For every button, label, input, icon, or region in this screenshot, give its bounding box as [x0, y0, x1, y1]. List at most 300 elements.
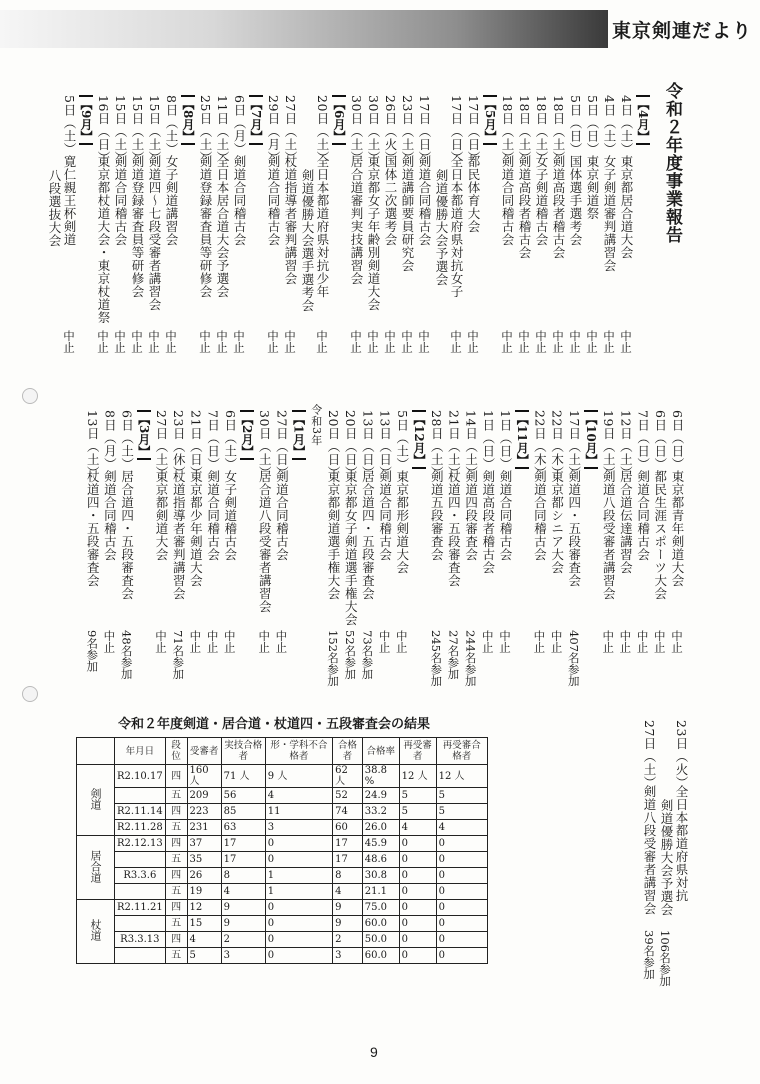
table-cell: 0 — [436, 916, 487, 932]
event-name: 杖道四・五段審査会 — [85, 470, 101, 587]
table-row — [77, 900, 488, 916]
table-cell: 0 — [399, 932, 436, 948]
event-date: 21日（土） — [446, 410, 462, 479]
table-cell: 5 — [436, 804, 487, 820]
table-cell: 1 — [265, 868, 332, 884]
event-name: 東京都形剣道大会 — [394, 470, 410, 574]
event-result: 中止 — [400, 330, 414, 353]
event-date: 22日（木） — [549, 410, 565, 479]
binder-hole — [22, 686, 38, 702]
table-cell: 85 — [221, 804, 265, 820]
table-cell: 9 — [333, 900, 363, 916]
event-date: 5日（土） — [394, 410, 410, 471]
event-date: 6日（土） — [222, 410, 238, 471]
event-result: 中止 — [635, 630, 650, 653]
table-cell: 63 — [221, 820, 265, 836]
event-result: 中止 — [498, 630, 512, 653]
event-date: 18日（土） — [517, 95, 532, 164]
event-name: 八段選抜大会 — [47, 169, 62, 247]
event-name: 東京都剣道大会 — [154, 470, 169, 561]
table-row — [77, 948, 488, 964]
event-date: 8日（土） — [164, 95, 179, 156]
table-cell: 4 — [187, 932, 221, 948]
event-date: 18日（土） — [500, 95, 515, 164]
table-cell: 8 — [221, 868, 265, 884]
table-row — [77, 932, 488, 948]
table-cell: 30.8 — [362, 868, 399, 884]
table-cell: 0 — [436, 868, 487, 884]
event-name: 都民生涯スポーツ大会 — [652, 470, 668, 600]
table-cell: 5 — [399, 788, 436, 804]
event-date: 6日（日） — [652, 410, 668, 471]
event-result: 中止 — [62, 330, 76, 353]
table-cell: 4 — [436, 820, 487, 836]
table-cell: 45.9 — [362, 836, 399, 852]
table-cell — [115, 916, 166, 932]
event-result: 中止 — [466, 330, 480, 353]
header-band — [0, 10, 608, 48]
event-name: 東京剣道祭 — [585, 155, 600, 220]
event-name: 杖道指導者審判講習会 — [171, 470, 187, 600]
event-name: 東京都杖道大会・東京杖道祭 — [96, 155, 111, 324]
event-result: 中止 — [283, 330, 297, 353]
table-cell: 四 — [165, 765, 187, 788]
table-cell: 17 — [333, 852, 363, 868]
month-label: 【3月】 — [137, 410, 151, 460]
table-cell: 0 — [399, 884, 436, 900]
event-result: 中止 — [266, 330, 280, 353]
event-result: 中止 — [568, 330, 582, 353]
event-date: 14日（土） — [463, 410, 479, 479]
event-date: 20日（日） — [343, 410, 359, 479]
table-cell: 35 — [187, 852, 221, 868]
table-cell: R2.12.13 — [115, 836, 166, 852]
table-cell: 223 — [187, 804, 221, 820]
table-cell: 1 — [265, 884, 332, 900]
table-cell: 33.2 — [362, 804, 399, 820]
event-name: 居合道伝達講習会 — [618, 470, 634, 574]
month-label: 【1月】 — [292, 410, 306, 460]
table-cell: 四 — [165, 804, 187, 820]
event-date: 22日（木） — [532, 410, 548, 479]
event-name: 国体選手選考会 — [568, 155, 583, 246]
month-label: 【4月】 — [636, 95, 650, 145]
event-name: 剣道合同稽古会 — [232, 155, 247, 246]
table-cell: 四 — [165, 900, 187, 916]
month-label: 【2月】 — [240, 410, 254, 460]
month-label: 【7月】 — [249, 95, 263, 145]
table-cell: 四 — [165, 868, 187, 884]
table-cell — [115, 948, 166, 964]
event-date: 23日（休） — [171, 410, 187, 479]
event-result: 中止 — [205, 630, 220, 653]
event-name: 東京都剣道選手権大会 — [326, 470, 341, 600]
table-cell — [115, 884, 166, 900]
event-name: 全日本都道府県対抗女子 — [449, 155, 464, 298]
table-cell: 9 — [221, 916, 265, 932]
event-result: 39名参加 — [642, 930, 656, 980]
event-name: 剣道五段審査会 — [429, 470, 445, 561]
event-result: 中止 — [147, 330, 161, 353]
event-result: 中止 — [164, 330, 178, 353]
event-result: 中止 — [417, 330, 431, 353]
event-date: 13日（土） — [85, 410, 101, 479]
event-date: 5日（日） — [585, 95, 600, 156]
event-date: 7日（日） — [635, 410, 651, 471]
event-date: 23日（土） — [400, 95, 415, 164]
table-cell: 0 — [265, 836, 332, 852]
event-name: 剣道合同稽古会 — [498, 470, 513, 561]
event-name: 剣道合同稽古会 — [113, 155, 128, 246]
event-result: 中止 — [618, 630, 633, 653]
table-cell: 26.0 — [362, 820, 399, 836]
event-result: 中止 — [274, 630, 289, 653]
event-name: 女子剣道稽古会 — [222, 470, 238, 561]
table-cell: 0 — [436, 884, 487, 900]
event-result: 中止 — [449, 330, 463, 353]
event-date: 18日（土） — [551, 95, 566, 164]
table-cell: R2.10.17 — [115, 765, 166, 788]
table-cell: 5 — [436, 788, 487, 804]
table-cell: 60.0 — [362, 916, 399, 932]
table-cell: 17 — [333, 836, 363, 852]
event-date: 6日（日） — [670, 410, 685, 471]
event-name: 全日本居合道大会予選会 — [215, 155, 230, 298]
event-name: 東京都シニア大会 — [549, 470, 565, 574]
event-name: 剣道優勝大会選手選考会 — [300, 169, 315, 312]
event-result: 中止 — [652, 630, 667, 653]
table-cell: 15 — [187, 916, 221, 932]
table-cell: 60 — [333, 820, 363, 836]
era-label: 令和3年 — [309, 404, 323, 446]
table-header-cell: 年月日 — [115, 738, 166, 765]
table-cell: 四 — [165, 836, 187, 852]
event-name: 剣道合同稽古会 — [417, 155, 432, 246]
table-cell: 9 — [221, 900, 265, 916]
table-cell: 五 — [165, 916, 187, 932]
table-header-cell: 再受審合格者 — [436, 738, 487, 765]
month-label: 【10月】 — [584, 410, 598, 469]
results-table — [76, 737, 488, 964]
event-name: 剣道合同稽古会 — [532, 470, 548, 561]
event-date: 27日（日） — [274, 410, 290, 479]
event-result: 中止 — [349, 330, 363, 353]
event-result: 106名参加 — [658, 930, 672, 987]
event-name: 居合道八段受審者講習会 — [257, 470, 273, 613]
event-result: 中止 — [534, 330, 548, 353]
event-result: 中止 — [315, 330, 329, 353]
event-result: 中止 — [619, 330, 633, 353]
table-cell: 2 — [333, 932, 363, 948]
event-name: 剣道八段受審者講習会 — [642, 785, 657, 915]
table-cell: 4 — [333, 884, 363, 900]
event-result: 152名参加 — [326, 630, 340, 687]
event-name: 女子剣道講習会 — [164, 155, 179, 246]
event-date: 29日（月） — [266, 95, 281, 164]
event-name: 剣道四～七段受審者講習会 — [147, 155, 162, 311]
table-header-cell: 実技合格者 — [221, 738, 265, 765]
event-name: 国体二次選考会 — [383, 155, 398, 246]
event-name: 剣道高段者稽古会 — [551, 155, 566, 259]
table-cell: 0 — [436, 900, 487, 916]
table-row — [77, 765, 488, 788]
event-result: 中止 — [500, 330, 514, 353]
event-date: 25日（土） — [198, 95, 213, 164]
table-header-cell: 形・学科不合格者 — [265, 738, 332, 765]
event-result: 71名参加 — [171, 630, 186, 680]
event-name: 剣道八段受審者講習会 — [601, 470, 617, 600]
table-row — [77, 836, 488, 852]
category-cell — [77, 900, 115, 964]
table-cell: 0 — [399, 948, 436, 964]
table-cell: R2.11.14 — [115, 804, 166, 820]
table-cell: 12 — [187, 900, 221, 916]
month-label: 【11月】 — [515, 410, 529, 469]
event-date: 5日（土） — [62, 95, 77, 156]
event-date: 5日（日） — [568, 95, 583, 156]
event-result: 9名参加 — [85, 630, 100, 672]
table-cell: 24.9 — [362, 788, 399, 804]
event-date: 27日（土） — [154, 410, 169, 479]
event-date: 17日（日） — [417, 95, 432, 164]
event-name: 東京都少年剣道大会 — [188, 470, 204, 587]
table-cell: 21.1 — [362, 884, 399, 900]
event-name: 剣道登録審査員等研修会 — [198, 155, 213, 298]
table-cell: 62 人 — [333, 765, 363, 788]
table-cell: 0 — [436, 852, 487, 868]
event-name: 女子剣道審判講習会 — [602, 155, 617, 272]
event-result: 中止 — [585, 330, 599, 353]
event-name: 剣道合同稽古会 — [102, 470, 118, 561]
event-name: 剣道合同稽古会 — [274, 470, 290, 561]
event-date: 23日（火） — [674, 720, 689, 789]
event-name: 居合道審判実技講習会 — [349, 155, 364, 285]
event-date: 13日（日） — [377, 410, 393, 479]
table-cell: 209 — [187, 788, 221, 804]
event-name: 剣道講師要員研究会 — [400, 155, 415, 272]
event-result: 中止 — [113, 330, 127, 353]
table-cell: 12 人 — [399, 765, 436, 788]
event-date: 11日（土） — [215, 95, 230, 164]
event-result: 中止 — [551, 330, 565, 353]
event-name: 剣道高段者稽古会 — [517, 155, 532, 259]
event-name: 女子剣道稽古会 — [534, 155, 549, 246]
table-cell: 四 — [165, 932, 187, 948]
table-cell: 五 — [165, 884, 187, 900]
event-name: 剣道優勝大会予選会 — [434, 169, 449, 286]
event-name: 東京都青年剣道大会 — [670, 470, 685, 587]
event-result: 中止 — [480, 630, 495, 653]
table-cell: 5 — [399, 804, 436, 820]
table-row — [77, 868, 488, 884]
event-result: 中止 — [222, 630, 237, 653]
category-label: 居合道 — [89, 849, 102, 883]
event-name: 剣道合同稽古会 — [635, 470, 651, 561]
table-header-cell: 合格率 — [362, 738, 399, 765]
table-row — [77, 916, 488, 932]
table-cell: 五 — [165, 788, 187, 804]
event-name: 剣道優勝大会予選会 — [659, 799, 674, 916]
table-cell: 160 人 — [187, 765, 221, 788]
event-name: 東京都居合道大会 — [619, 155, 634, 259]
event-date: 13日（日） — [360, 410, 376, 479]
event-date: 6日（月） — [232, 95, 247, 156]
event-name: 寛仁親王杯剣道 — [62, 155, 77, 246]
page-title: 令和２年度事業報告 — [662, 82, 682, 244]
event-date: 30日（土） — [366, 95, 381, 164]
event-name: 全日本都道府県対抗 — [674, 785, 689, 902]
event-result: 中止 — [517, 330, 531, 353]
event-name: 東京都女子剣道選手権大会 — [343, 470, 359, 626]
event-date: 30日（土） — [257, 410, 273, 479]
results-table-title: 令和２年度剣道・居合道・杖道四・五段審査会の結果 — [118, 717, 431, 732]
table-cell: 0 — [265, 948, 332, 964]
event-result: 48名参加 — [119, 630, 134, 680]
table-cell: 11 — [265, 804, 332, 820]
table-cell: 17 — [221, 852, 265, 868]
table-cell: 9 — [333, 916, 363, 932]
table-cell: 0 — [399, 836, 436, 852]
table-cell: 9 人 — [265, 765, 332, 788]
table-cell: 12 人 — [436, 765, 487, 788]
table-cell: 4 — [265, 788, 332, 804]
event-date: 16日（日） — [96, 95, 111, 164]
table-header-cell — [77, 738, 115, 765]
table-cell: 0 — [399, 900, 436, 916]
event-date: 17日（日） — [449, 95, 464, 164]
event-name: 剣道合同稽古会 — [266, 155, 281, 246]
table-cell: 0 — [399, 916, 436, 932]
event-name: 杖道指導者審判講習会 — [283, 155, 298, 285]
event-date: 27日（土） — [283, 95, 298, 164]
table-header-cell: 受審者 — [187, 738, 221, 765]
event-name: 剣道合同稽古会 — [377, 470, 393, 561]
event-date: 4日（土） — [602, 95, 617, 156]
event-date: 6日（土） — [119, 410, 135, 471]
table-cell: R3.3.6 — [115, 868, 166, 884]
table-cell: 五 — [165, 948, 187, 964]
table-header-row — [77, 738, 488, 765]
event-date: 4日（土） — [619, 95, 634, 156]
table-cell: R3.3.13 — [115, 932, 166, 948]
table-cell: 17 — [221, 836, 265, 852]
event-result: 中止 — [232, 330, 246, 353]
newsletter-brand: 東京剣連だより — [612, 20, 753, 42]
month-label: 【5月】 — [483, 95, 497, 145]
event-name: 杖道四・五段審査会 — [446, 470, 462, 587]
table-cell: 5 — [187, 948, 221, 964]
event-result: 中止 — [601, 630, 616, 653]
month-label: 【6月】 — [332, 95, 346, 145]
table-cell: 3 — [221, 948, 265, 964]
table-row — [77, 804, 488, 820]
table-row — [77, 852, 488, 868]
event-date: 17日（土） — [566, 410, 582, 479]
event-name: 剣道合同稽古会 — [205, 470, 221, 561]
table-cell: 38.8 % — [362, 765, 399, 788]
event-result: 中止 — [130, 330, 144, 353]
table-cell: 75.0 — [362, 900, 399, 916]
event-result: 中止 — [532, 630, 547, 653]
table-cell: 0 — [436, 932, 487, 948]
event-name: 居合道四・五段審査会 — [360, 470, 376, 600]
event-result: 中止 — [377, 630, 392, 653]
event-result: 中止 — [670, 630, 684, 653]
event-name: 剣道四・五段審査会 — [566, 470, 582, 587]
table-cell: 0 — [265, 932, 332, 948]
event-result: 中止 — [198, 330, 212, 353]
table-header-cell: 再受審者 — [399, 738, 436, 765]
table-cell: 0 — [265, 900, 332, 916]
month-label: 【8月】 — [181, 95, 195, 145]
category-cell — [77, 836, 115, 900]
table-cell: 56 — [221, 788, 265, 804]
table-header-cell: 合格者 — [333, 738, 363, 765]
event-name: 東京都女子年齢別剣道大会 — [366, 155, 381, 311]
table-cell: 74 — [333, 804, 363, 820]
table-cell: 五 — [165, 820, 187, 836]
event-name: 剣道登録審査員等研修会 — [130, 155, 145, 298]
table-cell: 4 — [399, 820, 436, 836]
event-date: 30日（土） — [349, 95, 364, 164]
event-date: 21日（日） — [188, 410, 204, 479]
table-cell — [115, 852, 166, 868]
event-result: 52名参加 — [343, 630, 358, 680]
event-result: 中止 — [96, 330, 110, 353]
event-date: 15日（土） — [113, 95, 128, 164]
event-result: 中止 — [394, 630, 409, 653]
event-result: 中止 — [188, 630, 203, 653]
event-result: 407名参加 — [566, 630, 581, 687]
event-result: 中止 — [383, 330, 397, 353]
event-result: 中止 — [366, 330, 380, 353]
event-result: 245名参加 — [429, 630, 444, 687]
table-cell: 60.0 — [362, 948, 399, 964]
table-cell: R2.11.21 — [115, 900, 166, 916]
table-cell: 3 — [265, 820, 332, 836]
event-result: 中止 — [102, 630, 117, 653]
event-result: 244名参加 — [463, 630, 478, 687]
table-cell: 71 人 — [221, 765, 265, 788]
month-label: 【9月】 — [79, 95, 93, 145]
table-cell: 231 — [187, 820, 221, 836]
binder-hole — [22, 388, 38, 404]
table-row — [77, 820, 488, 836]
event-date: 1日（日） — [480, 410, 496, 471]
event-result: 中止 — [154, 630, 168, 653]
category-cell — [77, 765, 115, 836]
table-cell: 26 — [187, 868, 221, 884]
month-label: 【12月】 — [412, 410, 426, 469]
table-row — [77, 884, 488, 900]
table-cell: 4 — [221, 884, 265, 900]
event-date: 27日（土） — [642, 720, 657, 789]
table-cell: 0 — [436, 948, 487, 964]
event-date: 18日（土） — [534, 95, 549, 164]
table-cell: 52 — [333, 788, 363, 804]
event-date: 7日（日） — [205, 410, 221, 471]
event-date: 19日（土） — [601, 410, 617, 479]
table-cell: 8 — [333, 868, 363, 884]
event-name: 居合道四・五段審査会 — [119, 470, 135, 600]
event-date: 20日（日） — [326, 410, 341, 479]
event-name: 剣道四段審査会 — [463, 470, 479, 561]
table-cell: 0 — [265, 852, 332, 868]
event-name: 剣道合同稽古会 — [500, 155, 515, 246]
event-result: 中止 — [215, 330, 229, 353]
table-cell: 3 — [333, 948, 363, 964]
table-cell: 0 — [436, 836, 487, 852]
